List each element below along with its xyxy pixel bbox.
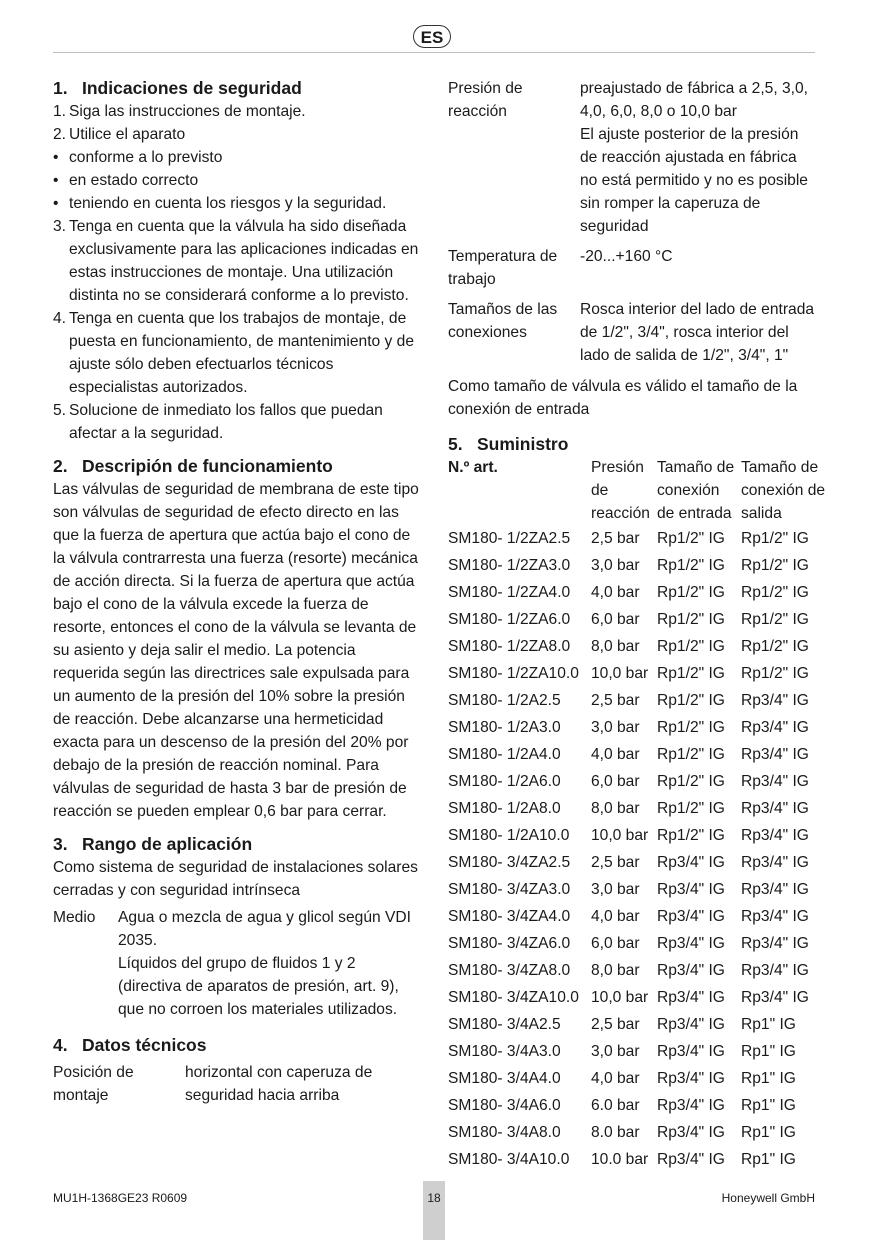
list-marker: 2. — [53, 126, 67, 143]
right-column — [448, 77, 828, 1173]
supply-table-header — [448, 456, 826, 525]
reaction-pressure: 6,0 bar — [591, 773, 640, 790]
outlet-size: Rp1/2" IG — [741, 638, 809, 655]
safety-item — [53, 307, 419, 399]
page-tab — [423, 1181, 445, 1240]
table-row — [448, 633, 826, 660]
list-marker: 3. — [53, 218, 67, 235]
section-heading: 2. Descripión de funcionamiento — [53, 456, 333, 476]
safety-item — [53, 215, 419, 307]
table-row — [448, 687, 826, 714]
safety-item — [53, 146, 419, 169]
article-number: SM180- 3/4ZA4.0 — [448, 908, 571, 925]
list-text: Solucione de inmediato los fallos que puedan afectar a la seguridad. — [69, 402, 383, 442]
safety-item — [53, 192, 419, 215]
table-row — [448, 1038, 826, 1065]
reaction-pressure: 2,5 bar — [591, 530, 640, 547]
table-row — [448, 768, 826, 795]
list-marker: 5. — [53, 402, 67, 419]
reaction-pressure: 4,0 bar — [591, 908, 640, 925]
outlet-size: Rp3/4" IG — [741, 719, 809, 736]
article-number: SM180- 1/2ZA6.0 — [448, 611, 571, 628]
outlet-size: Rp3/4" IG — [741, 935, 809, 952]
article-number: SM180- 3/4ZA10.0 — [448, 989, 579, 1006]
reaction-pressure: 4,0 bar — [591, 746, 640, 763]
medio-row — [53, 906, 419, 1021]
section-heading: 5. Suministro — [448, 434, 569, 454]
article-number: SM180- 1/2A10.0 — [448, 827, 570, 844]
article-number: SM180- 1/2ZA8.0 — [448, 638, 571, 655]
list-marker: • — [53, 172, 59, 189]
conexiones-label: Tamaños de las conexiones — [448, 301, 558, 341]
inlet-size: Rp3/4" IG — [657, 962, 725, 979]
table-row — [448, 849, 826, 876]
article-number: SM180- 1/2ZA4.0 — [448, 584, 571, 601]
inlet-size: Rp1/2" IG — [657, 773, 725, 790]
inlet-size: Rp3/4" IG — [657, 1043, 725, 1060]
outlet-size: Rp3/4" IG — [741, 773, 809, 790]
temperatura-row — [448, 245, 815, 291]
article-number: SM180- 1/2A3.0 — [448, 719, 561, 736]
outlet-size: Rp3/4" IG — [741, 692, 809, 709]
article-number: SM180- 1/2A6.0 — [448, 773, 561, 790]
posicion-value: horizontal con caperuza de seguridad hacia arriba — [185, 1064, 373, 1104]
outlet-size: Rp1" IG — [741, 1016, 796, 1033]
outlet-size: Rp3/4" IG — [741, 746, 809, 763]
outlet-size: Rp3/4" IG — [741, 989, 809, 1006]
reaction-pressure: 3,0 bar — [591, 1043, 640, 1060]
table-row — [448, 606, 826, 633]
inlet-size: Rp1/2" IG — [657, 665, 725, 682]
safety-list — [53, 100, 419, 445]
reaction-pressure: 6.0 bar — [591, 1097, 640, 1114]
inlet-size: Rp3/4" IG — [657, 881, 725, 898]
reaction-pressure: 2,5 bar — [591, 1016, 640, 1033]
section-heading: 1. Indicaciones de seguridad — [53, 78, 302, 98]
article-number: SM180- 1/2A2.5 — [448, 692, 561, 709]
section-function — [53, 455, 419, 823]
table-row — [448, 1119, 826, 1146]
list-text: Siga las instrucciones de montaje. — [69, 103, 306, 120]
conexiones-row — [448, 298, 815, 367]
document-code: MU1H-1368GE23 R0609 — [53, 1191, 188, 1205]
article-number: SM180- 3/4A8.0 — [448, 1124, 561, 1141]
reaction-pressure: 8.0 bar — [591, 1124, 640, 1141]
table-row — [448, 741, 826, 768]
article-number: SM180- 3/4A3.0 — [448, 1043, 561, 1060]
table-row — [448, 525, 826, 552]
inlet-size: Rp1/2" IG — [657, 719, 725, 736]
application-intro: Como sistema de seguridad de instalaciones solares cerradas y con seguridad intrínseca — [53, 859, 418, 899]
inlet-size: Rp3/4" IG — [657, 935, 725, 952]
list-text: conforme a lo previsto — [69, 149, 223, 166]
medio-text-2: Líquidos del grupo de fluidos 1 y 2 (directiva de aparatos de presión, art. 9), que no corroen los materiales utilizados. — [118, 955, 399, 1018]
article-number: SM180- 3/4ZA8.0 — [448, 962, 571, 979]
safety-item — [53, 100, 419, 123]
table-row — [448, 1092, 826, 1119]
valve-size-note: Como tamaño de válvula es válido el tamaño de la conexión de entrada — [448, 378, 798, 418]
inlet-size: Rp1/2" IG — [657, 827, 725, 844]
presion-label: Presión de reacción — [448, 80, 523, 120]
medio-label: Medio — [53, 909, 96, 926]
section-tech-data — [53, 1034, 419, 1107]
reaction-pressure: 3,0 bar — [591, 719, 640, 736]
reaction-pressure: 4,0 bar — [591, 1070, 640, 1087]
header-entrada: Tamaño de conexión de entrada — [657, 459, 735, 522]
list-text: en estado correcto — [69, 172, 199, 189]
table-row — [448, 930, 826, 957]
reaction-pressure: 2,5 bar — [591, 692, 640, 709]
section-heading: 3. Rango de aplicación — [53, 834, 253, 854]
table-row — [448, 984, 826, 1011]
list-text: teniendo en cuenta los riesgos y la seguridad. — [69, 195, 387, 212]
table-row — [448, 579, 826, 606]
medio-text-1: Agua o mezcla de agua y glicol según VDI 2035. — [118, 909, 411, 949]
reaction-pressure: 10,0 bar — [591, 827, 649, 844]
reaction-pressure: 8,0 bar — [591, 962, 640, 979]
table-row — [448, 876, 826, 903]
inlet-size: Rp3/4" IG — [657, 1070, 725, 1087]
section-safety — [53, 77, 419, 445]
inlet-size: Rp3/4" IG — [657, 1151, 725, 1168]
outlet-size: Rp1/2" IG — [741, 557, 809, 574]
page-number: 18 — [427, 1191, 441, 1205]
inlet-size: Rp3/4" IG — [657, 1124, 725, 1141]
inlet-size: Rp3/4" IG — [657, 854, 725, 871]
header-art: N.º art. — [448, 459, 498, 476]
supply-table — [448, 456, 826, 1173]
inlet-size: Rp3/4" IG — [657, 908, 725, 925]
list-marker: • — [53, 195, 59, 212]
reaction-pressure: 4,0 bar — [591, 584, 640, 601]
reaction-pressure: 3,0 bar — [591, 881, 640, 898]
section-heading: 4. Datos técnicos — [53, 1035, 207, 1055]
article-number: SM180- 1/2A8.0 — [448, 800, 561, 817]
presion-value-1: preajustado de fábrica a 2,5, 3,0, 4,0, 6,0, 8,0 o 10,0 bar — [580, 80, 808, 120]
section-supply — [448, 433, 828, 1173]
inlet-size: Rp1/2" IG — [657, 638, 725, 655]
inlet-size: Rp1/2" IG — [657, 746, 725, 763]
article-number: SM180- 3/4A6.0 — [448, 1097, 561, 1114]
table-row — [448, 903, 826, 930]
reaction-pressure: 6,0 bar — [591, 611, 640, 628]
language-badge: ES — [413, 25, 451, 48]
inlet-size: Rp1/2" IG — [657, 611, 725, 628]
reaction-pressure: 10,0 bar — [591, 989, 649, 1006]
article-number: SM180- 3/4A4.0 — [448, 1070, 561, 1087]
table-row — [448, 1011, 826, 1038]
list-text: Utilice el aparato — [69, 126, 186, 143]
temperatura-value: -20...+160 °C — [580, 248, 673, 265]
outlet-size: Rp3/4" IG — [741, 908, 809, 925]
table-row — [448, 552, 826, 579]
outlet-size: Rp3/4" IG — [741, 854, 809, 871]
outlet-size: Rp3/4" IG — [741, 827, 809, 844]
header-salida: Tamaño de conexión de salida — [741, 459, 826, 522]
article-number: SM180- 1/2ZA3.0 — [448, 557, 571, 574]
list-text: Tenga en cuenta que la válvula ha sido diseñada exclusivamente para las aplicaciones indicadas en estas instrucciones de montaje. Una utilización distinta no se considerará conforme a lo previsto. — [69, 218, 419, 304]
reaction-pressure: 8,0 bar — [591, 800, 640, 817]
list-marker: 1. — [53, 103, 67, 120]
outlet-size: Rp1" IG — [741, 1151, 796, 1168]
outlet-size: Rp3/4" IG — [741, 881, 809, 898]
inlet-size: Rp1/2" IG — [657, 800, 725, 817]
reaction-pressure: 2,5 bar — [591, 854, 640, 871]
function-description: Las válvulas de seguridad de membrana de este tipo son válvulas de seguridad de efecto directo en las que la fuerza de apertura que actúa bajo el cono de la válvula contrarresta una fuerza (resorte) mecánica de acción directa. Si la fuerza de apertura que actúa bajo el cono de la válvula excede la fuerza de resorte, entonces el cono de la válvula se levanta de su asiento y deja salir el medio. La potencia requerida según las directrices sale expulsada para un aumento de la presión del 10% sobre la presión de reacción. Debe alcanzarse una hermeticidad exacta para un descenso de la presión del 20% por debajo de la presión de reacción nominal. Para válvulas de seguridad de hasta 3 bar de presión de reacción se pueden emplear 0,6 bar para cerrar. — [53, 481, 419, 820]
outlet-size: Rp1/2" IG — [741, 584, 809, 601]
article-number: SM180- 3/4A2.5 — [448, 1016, 561, 1033]
presion-row — [448, 77, 815, 238]
safety-item — [53, 169, 419, 192]
header-divider — [53, 52, 815, 53]
inlet-size: Rp1/2" IG — [657, 530, 725, 547]
table-row — [448, 714, 826, 741]
article-number: SM180- 1/2ZA10.0 — [448, 665, 579, 682]
outlet-size: Rp1" IG — [741, 1097, 796, 1114]
reaction-pressure: 6,0 bar — [591, 935, 640, 952]
table-row — [448, 660, 826, 687]
temperatura-label: Temperatura de trabajo — [448, 248, 558, 288]
list-marker: • — [53, 149, 59, 166]
outlet-size: Rp1" IG — [741, 1124, 796, 1141]
article-number: SM180- 3/4ZA6.0 — [448, 935, 571, 952]
article-number: SM180- 1/2A4.0 — [448, 746, 561, 763]
safety-item — [53, 123, 419, 146]
reaction-pressure: 10,0 bar — [591, 665, 649, 682]
table-row — [448, 795, 826, 822]
posicion-label: Posición de montaje — [53, 1064, 134, 1104]
outlet-size: Rp3/4" IG — [741, 800, 809, 817]
article-number: SM180- 3/4A10.0 — [448, 1151, 570, 1168]
company-name: Honeywell GmbH — [721, 1191, 815, 1205]
article-number: SM180- 3/4ZA3.0 — [448, 881, 571, 898]
list-marker: 4. — [53, 310, 67, 327]
left-column — [53, 77, 419, 1107]
table-row — [448, 1146, 826, 1173]
presion-value-2: El ajuste posterior de la presión de reacción ajustada en fábrica no está permitido y no es posible sin romper la caperuza de seguridad — [580, 126, 808, 235]
inlet-size: Rp3/4" IG — [657, 1016, 725, 1033]
inlet-size: Rp3/4" IG — [657, 989, 725, 1006]
outlet-size: Rp1" IG — [741, 1043, 796, 1060]
article-number: SM180- 3/4ZA2.5 — [448, 854, 571, 871]
inlet-size: Rp1/2" IG — [657, 692, 725, 709]
outlet-size: Rp1" IG — [741, 1070, 796, 1087]
outlet-size: Rp1/2" IG — [741, 611, 809, 628]
list-text: Tenga en cuenta que los trabajos de montaje, de puesta en funcionamiento, de mantenimiento y de ajuste sólo deben efectuarlos técnicos especialistas autorizados. — [69, 310, 415, 396]
table-row — [448, 822, 826, 849]
inlet-size: Rp1/2" IG — [657, 584, 725, 601]
outlet-size: Rp1/2" IG — [741, 530, 809, 547]
inlet-size: Rp1/2" IG — [657, 557, 725, 574]
conexiones-value: Rosca interior del lado de entrada de 1/2", 3/4", rosca interior del lado de salida de 1/2", 3/4", 1" — [580, 301, 815, 364]
safety-item — [53, 399, 419, 445]
inlet-size: Rp3/4" IG — [657, 1097, 725, 1114]
header-presion: Presión de reacción — [591, 459, 650, 522]
section-application — [53, 833, 419, 1021]
reaction-pressure: 10.0 bar — [591, 1151, 649, 1168]
posicion-row — [53, 1061, 419, 1107]
table-row — [448, 1065, 826, 1092]
reaction-pressure: 3,0 bar — [591, 557, 640, 574]
reaction-pressure: 8,0 bar — [591, 638, 640, 655]
article-number: SM180- 1/2ZA2.5 — [448, 530, 571, 547]
table-row — [448, 957, 826, 984]
outlet-size: Rp1/2" IG — [741, 665, 809, 682]
outlet-size: Rp3/4" IG — [741, 962, 809, 979]
